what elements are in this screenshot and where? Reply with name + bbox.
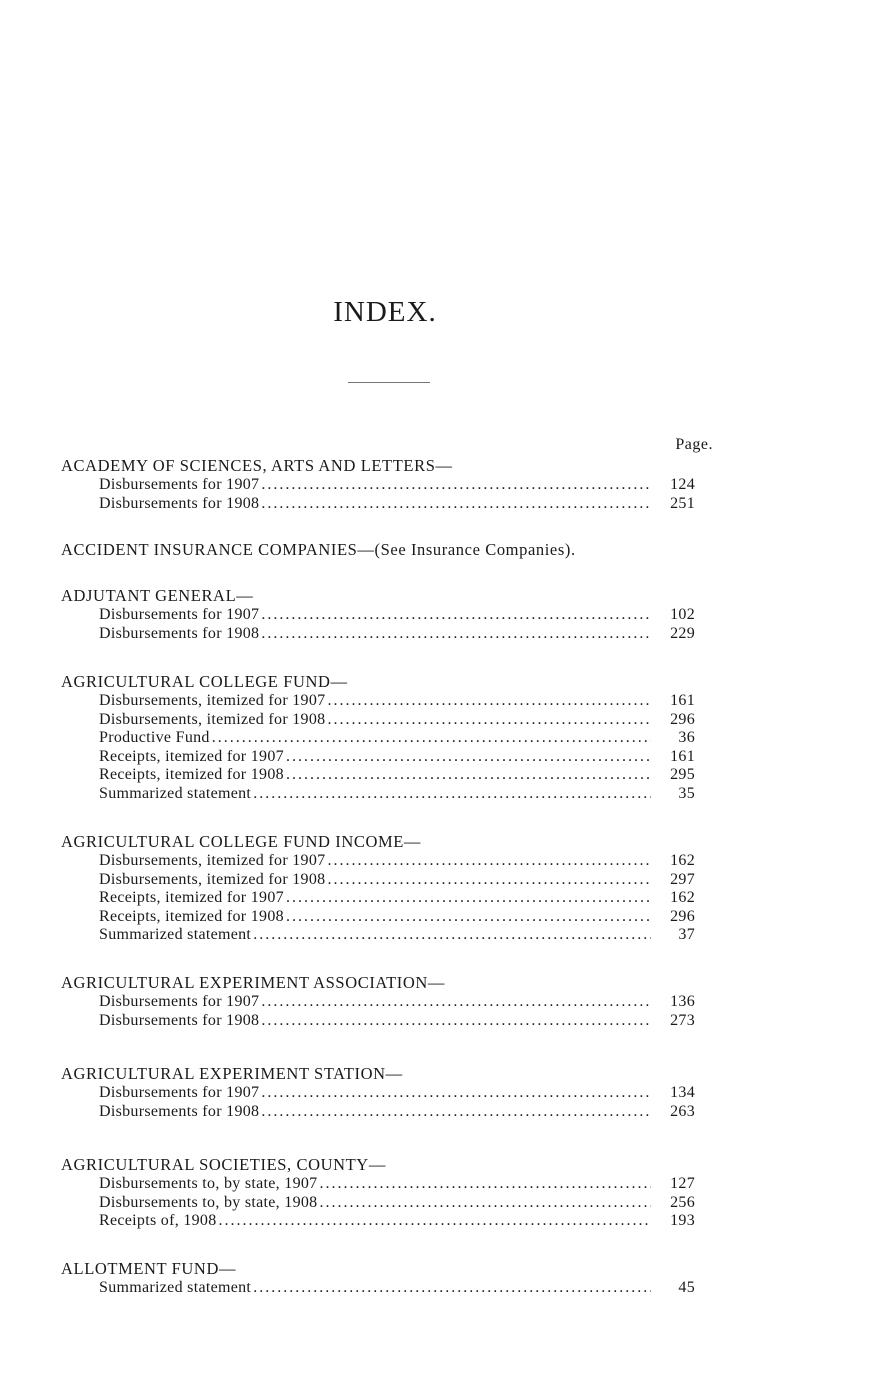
- index-entry: [61, 748, 713, 767]
- index-entry: [61, 495, 713, 514]
- dot-leader: [253, 1279, 651, 1298]
- entry-page: 136: [670, 993, 695, 1010]
- entry-label: Disbursements, itemized for 1908: [99, 710, 326, 728]
- entry-page: 36: [678, 729, 695, 746]
- section-heading: AGRICULTURAL EXPERIMENT STATION—: [61, 1064, 403, 1083]
- entry-page: 161: [670, 747, 695, 765]
- entry-label: Disbursements for 1907: [99, 1084, 260, 1101]
- entry-label: Disbursements for 1908: [99, 494, 260, 512]
- dot-leader: [286, 766, 651, 785]
- index-entry: [61, 1194, 713, 1213]
- entry-label: Disbursements, itemized for 1907: [99, 692, 326, 709]
- entry-page: 193: [670, 1212, 695, 1229]
- index-section-agricultural-college-fund: [61, 672, 713, 803]
- index-section-accident-insurance: [61, 540, 713, 560]
- entry-label: Receipts, itemized for 1907: [99, 889, 284, 906]
- dot-leader: [261, 625, 651, 644]
- index-entry: [61, 1212, 713, 1231]
- index-entry: [61, 1175, 713, 1194]
- index-section-agricultural-college-fund-income: [61, 832, 713, 945]
- index-entry: [61, 1012, 713, 1031]
- entry-page: 35: [678, 784, 695, 802]
- dot-leader: [327, 692, 651, 711]
- index-entry: [61, 711, 713, 730]
- dot-leader: [261, 1012, 651, 1031]
- dot-leader: [319, 1175, 651, 1194]
- entry-page: 251: [670, 494, 695, 512]
- dot-leader: [253, 926, 651, 945]
- entry-label: Disbursements, itemized for 1907: [99, 852, 326, 869]
- dot-leader: [286, 748, 651, 767]
- entry-label: Disbursements for 1908: [99, 1102, 260, 1120]
- section-heading: AGRICULTURAL COLLEGE FUND INCOME—: [61, 832, 422, 851]
- index-entry: [61, 625, 713, 644]
- dot-leader: [261, 993, 651, 1012]
- index-entry: [61, 889, 713, 908]
- entry-label: Disbursements for 1907: [99, 476, 260, 493]
- dot-leader: [261, 476, 651, 495]
- page-title: INDEX.: [333, 296, 437, 328]
- entry-label: Receipts, itemized for 1908: [99, 766, 284, 783]
- index-entry: [61, 908, 713, 927]
- dot-leader: [261, 1084, 651, 1103]
- section-heading: AGRICULTURAL EXPERIMENT ASSOCIATION—: [61, 973, 446, 992]
- index-entry: [61, 1084, 713, 1103]
- index-entry: [61, 476, 713, 495]
- title-rule: [348, 382, 430, 383]
- index-entry: [61, 852, 713, 871]
- entry-label: Disbursements to, by state, 1907: [99, 1175, 318, 1192]
- index-entry: [61, 692, 713, 711]
- entry-label: Disbursements, itemized for 1908: [99, 870, 326, 888]
- entry-label: Disbursements for 1907: [99, 993, 260, 1010]
- dot-leader: [261, 495, 651, 514]
- section-heading: ACCIDENT INSURANCE COMPANIES—(See Insurance Companies).: [61, 540, 576, 559]
- index-entry: [61, 766, 713, 785]
- entry-label: Summarized statement: [99, 784, 252, 802]
- index-entry: [61, 785, 713, 804]
- entry-page: 161: [670, 692, 695, 709]
- section-heading: ACADEMY OF SCIENCES, ARTS AND LETTERS—: [61, 456, 453, 475]
- index-section-allotment-fund: [61, 1259, 713, 1298]
- index-entry: [61, 993, 713, 1012]
- dot-leader: [212, 729, 651, 748]
- page-column-header: Page.: [675, 436, 713, 453]
- index-section-agricultural-experiment-station: [61, 1064, 713, 1121]
- entry-page: 134: [670, 1084, 695, 1101]
- entry-page: 124: [670, 476, 695, 493]
- dot-leader: [286, 908, 651, 927]
- dot-leader: [327, 852, 651, 871]
- section-heading: AGRICULTURAL SOCIETIES, COUNTY—: [61, 1155, 386, 1174]
- dot-leader: [261, 606, 651, 625]
- index-section-adjutant-general: [61, 586, 713, 643]
- dot-leader: [219, 1212, 651, 1231]
- dot-leader: [319, 1194, 651, 1213]
- entry-page: 295: [670, 766, 695, 783]
- section-heading: ADJUTANT GENERAL—: [61, 586, 254, 605]
- entry-label: Disbursements for 1907: [99, 606, 260, 623]
- entry-label: Receipts of, 1908: [99, 1212, 217, 1229]
- dot-leader: [327, 871, 651, 890]
- entry-page: 162: [670, 852, 695, 869]
- entry-page: 296: [670, 710, 695, 728]
- entry-label: Disbursements to, by state, 1908: [99, 1193, 318, 1211]
- index-entry: [61, 871, 713, 890]
- entry-page: 256: [670, 1193, 695, 1211]
- dot-leader: [261, 1103, 651, 1122]
- entry-page: 37: [678, 926, 695, 943]
- entry-label: Disbursements for 1908: [99, 1011, 260, 1029]
- entry-label: Receipts, itemized for 1907: [99, 747, 284, 765]
- entry-page: 297: [670, 870, 695, 888]
- dot-leader: [327, 711, 651, 730]
- index-section-agricultural-societies-county: [61, 1155, 713, 1231]
- entry-page: 296: [670, 907, 695, 925]
- index-entry: [61, 729, 713, 748]
- index-section-academy: [61, 456, 713, 513]
- index-entry: [61, 1279, 713, 1298]
- section-heading: AGRICULTURAL COLLEGE FUND—: [61, 672, 348, 691]
- entry-page: 102: [670, 606, 695, 623]
- entry-page: 162: [670, 889, 695, 906]
- entry-page: 263: [670, 1102, 695, 1120]
- entry-page: 273: [670, 1011, 695, 1029]
- section-heading: ALLOTMENT FUND—: [61, 1259, 237, 1278]
- dot-leader: [253, 785, 651, 804]
- entry-label: Summarized statement: [99, 1279, 252, 1296]
- entry-label: Productive Fund: [99, 729, 210, 746]
- index-entry: [61, 606, 713, 625]
- index-entry: [61, 926, 713, 945]
- entry-page: 127: [670, 1175, 695, 1192]
- index-entry: [61, 1103, 713, 1122]
- index-section-agricultural-experiment-association: [61, 973, 713, 1030]
- entry-label: Receipts, itemized for 1908: [99, 907, 284, 925]
- dot-leader: [286, 889, 651, 908]
- entry-page: 229: [670, 624, 695, 642]
- entry-label: Disbursements for 1908: [99, 624, 260, 642]
- entry-page: 45: [678, 1279, 695, 1296]
- entry-label: Summarized statement: [99, 926, 252, 943]
